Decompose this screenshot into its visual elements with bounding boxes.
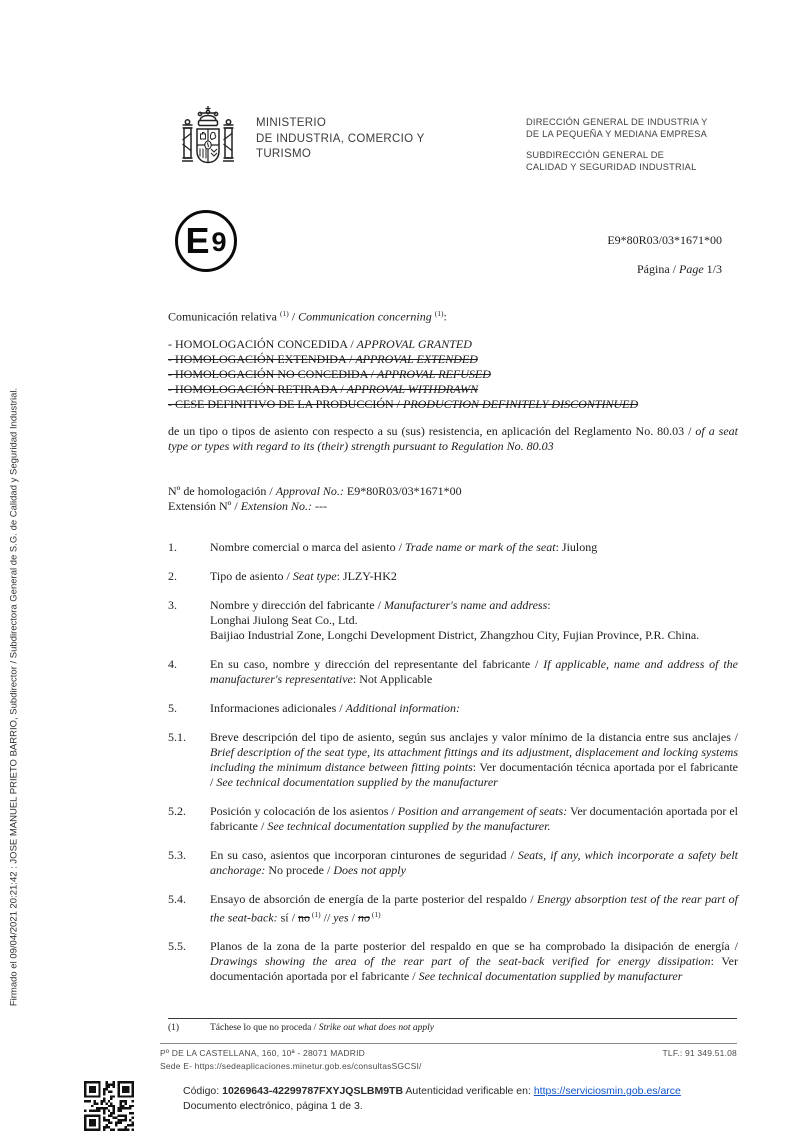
text-segment: sí / [277, 910, 298, 924]
item-text [168, 337, 738, 352]
text-segment: Autenticidad verificable en: [403, 1085, 534, 1097]
text-segment: Energy absorption test of the rear part of the seat-back: [210, 891, 739, 924]
communication-options [168, 337, 738, 412]
text-segment: Táchese lo que no proceda / [210, 1023, 319, 1033]
qr-code [84, 1081, 134, 1131]
text-segment: Planos de la zona de la parte posterior del respaldo en que se ha comprobado la disipación de energía / [210, 939, 738, 953]
text-segment: Manufacturer's name and address [383, 597, 548, 612]
item-text [168, 397, 738, 412]
text-segment: APPROVAL REFUSED [377, 366, 491, 381]
text-segment: : Ver documentación aportada por el fabricante / [210, 954, 738, 983]
direccion-general-title [526, 117, 708, 140]
text-segment: E9*80R03/03*1671*00 [343, 483, 462, 498]
text-segment: En su caso, asientos que incorporan cinturones de seguridad / [210, 847, 518, 862]
item-text [210, 730, 738, 790]
text-segment: : [443, 309, 447, 324]
text-segment: --- [312, 498, 328, 513]
text-segment: APPROVAL WITHDRAWN [346, 381, 479, 396]
item-number: 2. [168, 568, 177, 583]
approval-number-block [168, 484, 738, 514]
text-segment: Communication concerning [298, 309, 435, 324]
header-line: DE INDUSTRIA, COMERCIO Y [256, 132, 425, 145]
text-segment: no [357, 910, 370, 924]
text-segment: Extension No.: [240, 498, 313, 513]
text-segment: PRODUCTION DEFINITELY DISCONTINUED [403, 396, 639, 411]
numbered-item [168, 569, 738, 584]
text-segment: no [297, 910, 310, 924]
text-segment: Comunicación relativa [168, 309, 280, 324]
text-segment: Página / [637, 262, 679, 276]
page-footer [160, 1043, 737, 1073]
item-text [210, 701, 738, 716]
text-segment: // [320, 910, 334, 924]
text-segment: : Not Applicable [352, 671, 433, 686]
text-segment: See technical documentation supplied by the manufacturer [216, 774, 498, 789]
text-segment: - HOMOLOGACIÓN CONCEDIDA / [168, 336, 357, 351]
numbered-item [168, 701, 738, 716]
text-segment: / [348, 910, 358, 924]
item-text [210, 598, 738, 643]
e-mark-digit: 9 [211, 226, 227, 257]
item-number: 5.5. [168, 939, 186, 953]
text-segment: Ensayo de absorción de energía de la parte posterior del respaldo / [210, 891, 538, 906]
spain-coat-of-arms-icon [170, 103, 246, 185]
header-line: SUBDIRECCIÓN GENERAL DE [526, 150, 665, 160]
item-text [168, 499, 738, 514]
text-segment: / [288, 309, 299, 324]
item-number: 5.4. [168, 891, 186, 906]
numbered-item [168, 804, 738, 834]
text-segment: Longhai Jiulong Seat Co., Ltd. [210, 612, 358, 627]
communication-option [168, 367, 738, 382]
text-segment: APPROVAL GRANTED [356, 336, 472, 351]
text-segment: 1/3 [703, 262, 722, 276]
numbered-item [168, 939, 738, 984]
item-number: 4. [168, 656, 177, 671]
text-segment: - HOMOLOGACIÓN NO CONCEDIDA / [168, 366, 377, 381]
header-line: DIRECCIÓN GENERAL DE INDUSTRIA Y [526, 117, 708, 127]
text-segment: See technical documentation supplied by manufacturer [418, 969, 683, 983]
item-text [210, 569, 738, 584]
footnote [168, 1022, 737, 1034]
text-segment: See technical documentation supplied by the manufacturer. [267, 818, 551, 833]
item-number: 3. [168, 597, 177, 612]
item-text [210, 848, 738, 878]
page-number-line [637, 262, 722, 277]
text-segment: Código: [183, 1085, 223, 1097]
text-segment: (1) [369, 909, 381, 919]
text-segment: Drawings showing the area of the rear part of the seat-back verified for energy dissipation [210, 954, 711, 968]
text-segment: : [547, 597, 551, 612]
e9-approval-mark [175, 210, 237, 272]
numbered-item [168, 848, 738, 878]
text-segment: Nombre y dirección del fabricante / [210, 597, 384, 612]
item-number: (1) [168, 1023, 180, 1033]
header-line: DE LA PEQUEÑA Y MEDIANA EMPRESA [526, 128, 708, 139]
item-text [168, 367, 738, 382]
text-segment: Informaciones adicionales / [210, 700, 346, 715]
text-segment: - HOMOLOGACIÓN RETIRADA / [168, 381, 347, 396]
header-line: CALIDAD Y SEGURIDAD INDUSTRIAL [526, 161, 697, 172]
numbered-item [168, 657, 738, 687]
verification-link[interactable]: https://serviciosmin.gob.es/arce [533, 1085, 681, 1097]
text-segment: Brief description of the seat type, its attachment fittings and its adjustment, displacement and locking systems including the minimum distance between fitting points [210, 744, 738, 774]
text-segment: Does not apply [333, 862, 406, 877]
directorate-header [526, 117, 708, 173]
header-line: MINISTERIO [256, 117, 327, 129]
footer-phone: TLF.: 91 349.51.08 [662, 1048, 737, 1058]
item-number: 5.3. [168, 847, 186, 862]
text-segment: Additional information: [345, 700, 460, 715]
electronic-signature-bar [183, 1084, 783, 1114]
subject-paragraph [168, 424, 738, 454]
numbered-items [168, 540, 738, 985]
numbered-item [168, 540, 738, 555]
approval-reference-number: E9*80R03/03*1671*00 [607, 233, 722, 247]
item-text [210, 540, 738, 555]
item-number: 5.1. [168, 729, 186, 744]
text-segment: Seats, if any, which incorporate a safety belt anchorage: [210, 847, 738, 877]
text-segment: APPROVAL EXTENDED [355, 351, 478, 366]
footer-address: Pº DE LA CASTELLANA, 160, 10ª - 28071 MADRID [160, 1048, 365, 1058]
communication-intro [168, 306, 738, 325]
documento-line: Documento electrónico, página 1 de 3. [183, 1100, 363, 1112]
ministry-title [256, 116, 425, 163]
numbered-item [168, 730, 738, 790]
text-segment: Breve descripción del tipo de asiento, según sus anclajes y valor mínimo de la distancia entre sus anclajes / [210, 729, 738, 744]
footnote-line [168, 1022, 737, 1034]
text-segment: If applicable, name and address of the manufacturer's representative [210, 656, 738, 686]
text-segment: : JLZY-HK2 [336, 568, 397, 583]
communication-option [168, 382, 738, 397]
numbered-item [168, 598, 738, 643]
text-segment: Tipo de asiento / [210, 568, 293, 583]
text-segment: (1) [279, 309, 289, 318]
text-segment: Ver documentación aportada por el fabricante / [210, 803, 738, 833]
communication-option [168, 352, 738, 367]
text-segment: Baijiao Industrial Zone, Longchi Development District, Zhangzhou City, Fujian Province, P.R. China. [210, 627, 700, 642]
item-number: 5.2. [168, 803, 186, 818]
document-body [168, 306, 738, 998]
subdireccion-general-title [526, 150, 708, 173]
text-segment: Page [679, 262, 704, 276]
e-mark-letter: E [185, 220, 210, 261]
text-segment: : Ver documentación técnica aportada por el fabricante / [210, 759, 739, 789]
item-text [168, 382, 738, 397]
text-segment: : Jiulong [555, 539, 598, 554]
codigo-line [183, 1084, 783, 1099]
footer-sede: Sede E- https://sedeaplicaciones.minetur.gob.es/consultasSGCSI/ [160, 1061, 422, 1071]
item-number: 1. [168, 539, 177, 554]
numbered-item [168, 892, 738, 926]
text-segment: (1) [434, 309, 444, 318]
item-text [168, 352, 738, 367]
text-segment: Nº de homologación / [168, 483, 276, 498]
item-text [210, 804, 738, 834]
text-segment: Strike out what does not apply [318, 1023, 434, 1033]
item-text [210, 1022, 737, 1034]
text-segment: yes [333, 910, 349, 924]
text-segment: En su caso, nombre y dirección del representante del fabricante / [210, 656, 544, 671]
text-segment: 10269643-42299787FXYJQSLBM9TB [222, 1085, 404, 1097]
approval-line [168, 484, 738, 499]
text-segment: Trade name or mark of the seat [404, 539, 556, 554]
text-segment: Posición y colocación de los asientos / [210, 803, 398, 818]
text-segment: Extensión Nº / [168, 498, 241, 513]
text-segment: Position and arrangement of seats: [397, 803, 568, 818]
text-segment: Approval No.: [275, 483, 344, 498]
item-text [210, 657, 738, 687]
text-segment: of a seat type or types with regard to its (their) strength pursuant to Regulation No. 80.03 [168, 423, 738, 453]
item-text [210, 892, 738, 926]
text-segment: No procede / [265, 862, 334, 877]
text-segment: (1) [309, 909, 321, 919]
left-margin-signature-text: Firmado el 09/04/2021 20:21:42 : JOSE MANUEL PRIETO BARRIO, Subdirector / Subdirectora General de S.G. de Calidad y Seguridad Industrial. [8, 387, 20, 1007]
communication-option [168, 337, 738, 352]
item-text [168, 484, 738, 499]
text-segment: de un tipo o tipos de asiento con respecto a su (sus) resistencia, en aplicación del Reglamento No. 80.03 / [168, 423, 696, 438]
text-segment: Nombre comercial o marca del asiento / [210, 539, 405, 554]
communication-option [168, 397, 738, 412]
text-segment: - HOMOLOGACIÓN EXTENDIDA / [168, 351, 356, 366]
footnote-separator [168, 1018, 737, 1019]
approval-line [168, 499, 738, 514]
header-line: TURISMO [256, 148, 312, 160]
item-text [210, 939, 738, 984]
text-segment: - CESE DEFINITIVO DE LA PRODUCCIÓN / [168, 396, 403, 411]
item-number: 5. [168, 700, 177, 715]
text-segment: Seat type [292, 568, 337, 583]
